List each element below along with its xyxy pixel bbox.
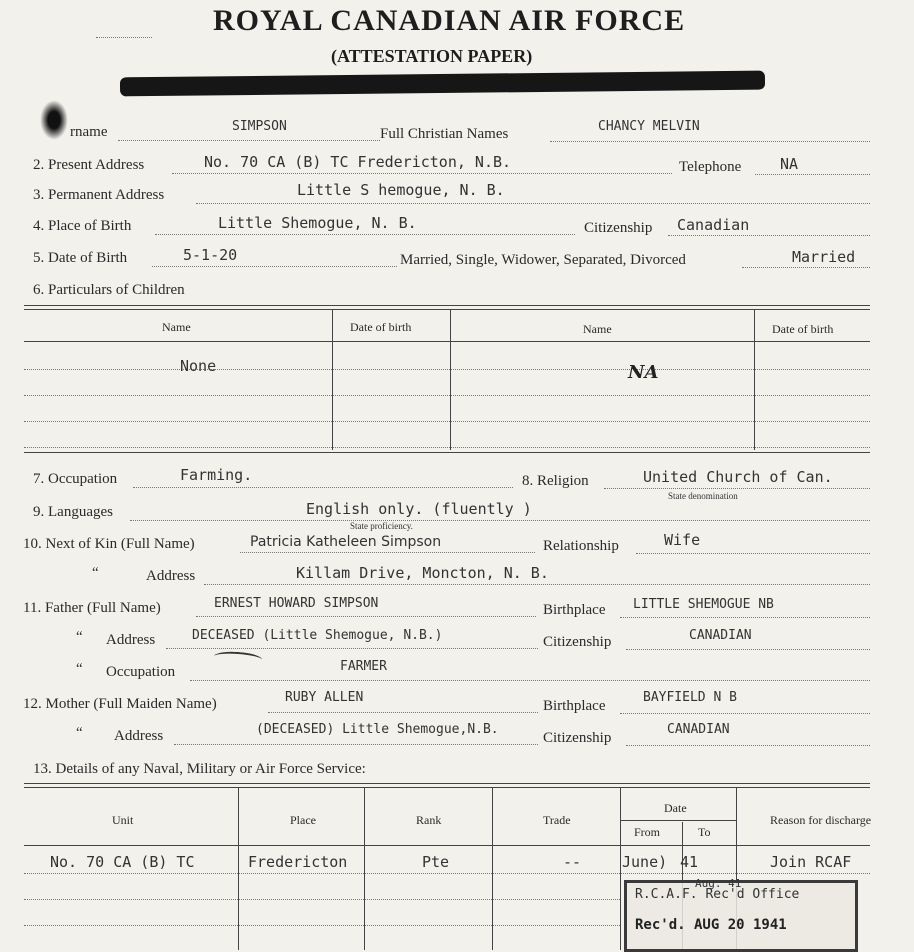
ditto-mark-2: “ bbox=[76, 629, 83, 645]
children-table-top2 bbox=[24, 309, 870, 310]
children-table-top bbox=[24, 305, 870, 306]
children-row-line-2 bbox=[24, 395, 870, 396]
relationship-value: Wife bbox=[664, 531, 701, 549]
relationship-line bbox=[636, 553, 870, 554]
stamp-line-3: Rec'd. AUG 20 1941 bbox=[635, 917, 787, 933]
children-header-dob-1: Date of birth bbox=[350, 320, 412, 334]
languages-note: State proficiency. bbox=[350, 521, 413, 531]
christian-names-value: CHANCY MELVIN bbox=[598, 119, 700, 134]
christian-names-line bbox=[550, 141, 870, 142]
present-address-line bbox=[172, 173, 672, 174]
languages-line bbox=[130, 520, 870, 521]
service-header-trade: Trade bbox=[543, 813, 571, 827]
mother-value: RUBY ALLEN bbox=[285, 690, 364, 705]
service-row-line-1 bbox=[24, 873, 870, 874]
permanent-address-line bbox=[196, 203, 870, 204]
children-col-divider-3 bbox=[754, 310, 755, 450]
marital-status-value: Married bbox=[792, 248, 856, 266]
ditto-mark-3: “ bbox=[76, 661, 83, 677]
permanent-address-value: Little S hemogue, N. B. bbox=[297, 181, 505, 199]
service-header-underline bbox=[24, 845, 870, 846]
occupation-value: Farming. bbox=[180, 466, 253, 484]
occupation-line bbox=[133, 487, 513, 488]
children-col-divider-2 bbox=[450, 310, 451, 450]
mother-address-value: (DECEASED) Little Shemogue,N.B. bbox=[256, 722, 499, 737]
ditto-mark-4: “ bbox=[76, 725, 83, 741]
mother-citizenship-value: CANADIAN bbox=[667, 722, 730, 737]
mother-line bbox=[268, 712, 538, 713]
nok-address-label: Address bbox=[146, 568, 196, 584]
service-row-to: 41 bbox=[680, 853, 699, 871]
birth-place-label: 4. Place of Birth bbox=[33, 218, 132, 234]
citizenship-value: Canadian bbox=[677, 216, 750, 234]
marital-status-label: Married, Single, Widower, Separated, Divorced bbox=[400, 252, 686, 268]
father-citizenship-value: CANADIAN bbox=[689, 628, 752, 643]
service-header-from: From bbox=[634, 825, 661, 839]
service-row-unit: No. 70 CA (B) TC bbox=[50, 853, 195, 871]
birth-place-line bbox=[155, 234, 575, 235]
present-address-label: 2. Present Address bbox=[33, 157, 145, 173]
children-row-line-3 bbox=[24, 421, 870, 422]
surname-line bbox=[118, 140, 380, 141]
mother-birthplace-label: Birthplace bbox=[543, 698, 606, 714]
children-header-name-1: Name bbox=[162, 320, 191, 334]
father-value: ERNEST HOWARD SIMPSON bbox=[214, 596, 379, 611]
father-address-label: Address bbox=[106, 632, 156, 648]
marital-status-line bbox=[742, 267, 870, 268]
service-row-from: June) bbox=[622, 853, 668, 871]
father-birthplace-value: LITTLE SHEMOGUE NB bbox=[633, 597, 774, 612]
languages-label: 9. Languages bbox=[33, 504, 113, 520]
mother-address-label: Address bbox=[114, 728, 164, 744]
service-header-date: Date bbox=[664, 801, 687, 815]
service-col-divider-4 bbox=[620, 788, 621, 950]
telephone-value: NA bbox=[780, 155, 799, 173]
mother-citizenship-label: Citizenship bbox=[543, 730, 612, 746]
service-table-top bbox=[24, 783, 870, 784]
religion-label: 8. Religion bbox=[522, 473, 589, 489]
children-header-underline bbox=[24, 341, 870, 342]
service-header-to: To bbox=[698, 825, 711, 839]
languages-value: English only. (fluently ) bbox=[306, 500, 532, 518]
father-occupation-line bbox=[190, 680, 870, 681]
children-row-line-1 bbox=[24, 369, 870, 370]
ditto-mark-1: “ bbox=[92, 565, 99, 581]
father-birthplace-label: Birthplace bbox=[543, 602, 606, 618]
relationship-label: Relationship bbox=[543, 538, 619, 554]
service-row-trade: -- bbox=[563, 853, 582, 871]
service-header-rank: Rank bbox=[416, 813, 442, 827]
dob-value: 5-1-20 bbox=[183, 246, 238, 264]
surname-value: SIMPSON bbox=[232, 119, 287, 134]
service-row-place: Fredericton bbox=[248, 853, 348, 871]
religion-note: State denomination bbox=[668, 491, 738, 501]
children-header-dob-2: Date of birth bbox=[772, 322, 834, 336]
children-table-bottom bbox=[24, 452, 870, 453]
document-title: ROYAL CANADIAN AIR FORCE bbox=[213, 4, 686, 37]
father-birthplace-line bbox=[620, 617, 870, 618]
service-row-line-3 bbox=[24, 925, 620, 926]
received-stamp bbox=[624, 877, 858, 952]
service-header-place: Place bbox=[290, 813, 316, 827]
christian-names-label: Full Christian Names bbox=[380, 126, 509, 142]
father-occupation-value: FARMER bbox=[340, 659, 387, 674]
birth-place-value: Little Shemogue, N. B. bbox=[218, 214, 417, 232]
service-header-unit: Unit bbox=[112, 813, 134, 827]
father-address-line bbox=[166, 648, 538, 649]
stamp-line-2: Aug. 41 bbox=[695, 877, 742, 890]
citizenship-line bbox=[668, 235, 870, 236]
next-of-kin-value: Patricia Katheleen Simpson bbox=[250, 534, 442, 550]
religion-line bbox=[604, 488, 870, 489]
mother-citizenship-line bbox=[626, 745, 870, 746]
telephone-label: Telephone bbox=[679, 159, 742, 175]
mother-address-line bbox=[174, 744, 538, 745]
header-dotted-line bbox=[96, 37, 152, 38]
service-row-reason: Join RCAF bbox=[770, 853, 852, 871]
children-row-line-4 bbox=[24, 447, 870, 448]
father-label: 11. Father (Full Name) bbox=[23, 600, 161, 616]
pen-stroke bbox=[214, 650, 263, 665]
present-address-value: No. 70 CA (B) TC Fredericton, N.B. bbox=[204, 153, 512, 171]
mother-label: 12. Mother (Full Maiden Name) bbox=[23, 696, 217, 712]
citizenship-label: Citizenship bbox=[584, 220, 653, 236]
occupation-label: 7. Occupation bbox=[33, 471, 118, 487]
permanent-address-label: 3. Permanent Address bbox=[33, 187, 165, 203]
children-entry-right: NA bbox=[628, 362, 659, 383]
nok-address-line bbox=[204, 584, 870, 585]
father-line bbox=[196, 616, 536, 617]
ink-smudge bbox=[40, 100, 68, 140]
father-citizenship-label: Citizenship bbox=[543, 634, 612, 650]
surname-label: rname bbox=[70, 124, 108, 140]
father-occupation-label: Occupation bbox=[106, 664, 176, 680]
children-label: 6. Particulars of Children bbox=[33, 282, 185, 298]
mother-birthplace-value: BAYFIELD N B bbox=[643, 690, 737, 705]
service-table-top2 bbox=[24, 787, 870, 788]
service-label: 13. Details of any Naval, Military or Air Force Service: bbox=[33, 761, 366, 777]
service-row-rank: Pte bbox=[422, 853, 450, 871]
dob-line bbox=[152, 266, 397, 267]
stamp-line-1: R.C.A.F. Rec'd Office bbox=[635, 887, 800, 902]
document-subtitle: (ATTESTATION PAPER) bbox=[331, 46, 533, 66]
next-of-kin-line bbox=[240, 552, 535, 553]
children-col-divider-1 bbox=[332, 310, 333, 450]
dob-label: 5. Date of Birth bbox=[33, 250, 128, 266]
religion-value: United Church of Can. bbox=[643, 468, 833, 486]
father-citizenship-line bbox=[626, 649, 870, 650]
nok-address-value: Killam Drive, Moncton, N. B. bbox=[296, 564, 549, 582]
telephone-line bbox=[755, 174, 870, 175]
mother-birthplace-line bbox=[620, 713, 870, 714]
next-of-kin-label: 10. Next of Kin (Full Name) bbox=[23, 536, 195, 552]
service-date-divider bbox=[620, 820, 736, 821]
redaction-bar bbox=[120, 71, 765, 97]
children-header-name-2: Name bbox=[583, 322, 612, 336]
service-header-reason: Reason for discharge bbox=[770, 813, 872, 827]
father-address-value: DECEASED (Little Shemogue, N.B.) bbox=[192, 628, 443, 643]
service-row-line-2 bbox=[24, 899, 620, 900]
children-entry-left: None bbox=[180, 357, 217, 375]
